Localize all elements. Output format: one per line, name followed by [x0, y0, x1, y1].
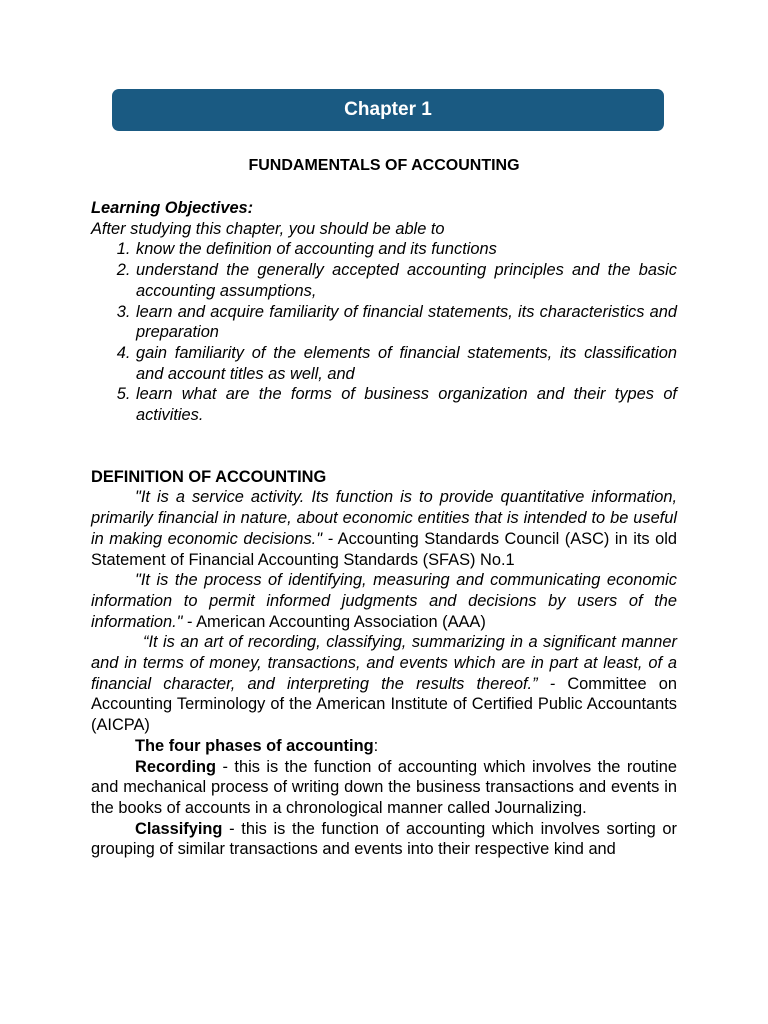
- phases-heading: The four phases of accounting: [135, 736, 374, 755]
- chapter-label: Chapter 1: [344, 99, 432, 120]
- learning-objectives-intro: After studying this chapter, you should be able to: [91, 219, 445, 238]
- document-body: [91, 198, 677, 860]
- objective-item: 2. understand the generally accepted accounting principles and the basic accounting assumptions,: [135, 260, 677, 301]
- definition-paragraph: [91, 570, 677, 632]
- phase-paragraph: [91, 819, 677, 860]
- learning-objectives-heading: Learning Objectives:: [91, 199, 254, 217]
- phases-heading-line: [91, 736, 677, 757]
- objective-item: 5. learn what are the forms of business organization and their types of activities.: [135, 384, 677, 425]
- definition-source: Accounting Standards Council (ASC) in its old Statement of Financial Accounting Standards (SFAS) No.1: [91, 529, 677, 569]
- definition-source: - American Accounting Association (AAA): [182, 612, 486, 631]
- phase-term: Recording: [135, 757, 217, 776]
- definition-heading: DEFINITION OF ACCOUNTING: [91, 467, 327, 486]
- phase-paragraph: [91, 757, 677, 819]
- section-spacer: [91, 426, 677, 467]
- objective-item: 4. gain familiarity of the elements of financial statements, its classification and account titles as well, and: [135, 343, 677, 384]
- objective-item: 1. know the definition of accounting and its functions: [135, 239, 677, 260]
- definition-source: Committee on Accounting Terminology of the American Institute of Certified Public Accountants (AICPA): [91, 674, 677, 735]
- chapter-banner: [112, 89, 664, 131]
- phases-colon: :: [373, 736, 379, 755]
- objectives-list: [91, 239, 677, 425]
- definition-quote: "It is a service activity. Its function is to provide quantitative information, primarily financial in nature, about economic entities that is intended to be useful in making economic decisions." -: [91, 488, 677, 548]
- definition-paragraph: [91, 632, 677, 736]
- phase-text: - this is the function of accounting which involves sorting or grouping of similar transactions and events into their respective kind and: [91, 819, 677, 859]
- definition-quote: “It is an art of recording, classifying, summarizing in a significant manner and in terms of money, transactions, and events which are in part at least, of a financial character, and interpreting the results thereof.” -: [91, 633, 677, 693]
- page-title: FUNDAMENTALS OF ACCOUNTING: [248, 157, 520, 174]
- objective-item: 3. learn and acquire familiarity of financial statements, its characteristics and preparation: [135, 302, 677, 343]
- phase-term: Classifying: [135, 819, 223, 838]
- phase-text: - this is the function of accounting which involves the routine and mechanical process of writing down the business transactions and events in the books of accounts in a chronological manner called Journalizing.: [91, 757, 677, 817]
- definition-paragraph: [91, 487, 677, 570]
- definition-quote: "It is the process of identifying, measuring and communicating economic information to permit informed judgments and decisions by users of the information.": [91, 571, 677, 631]
